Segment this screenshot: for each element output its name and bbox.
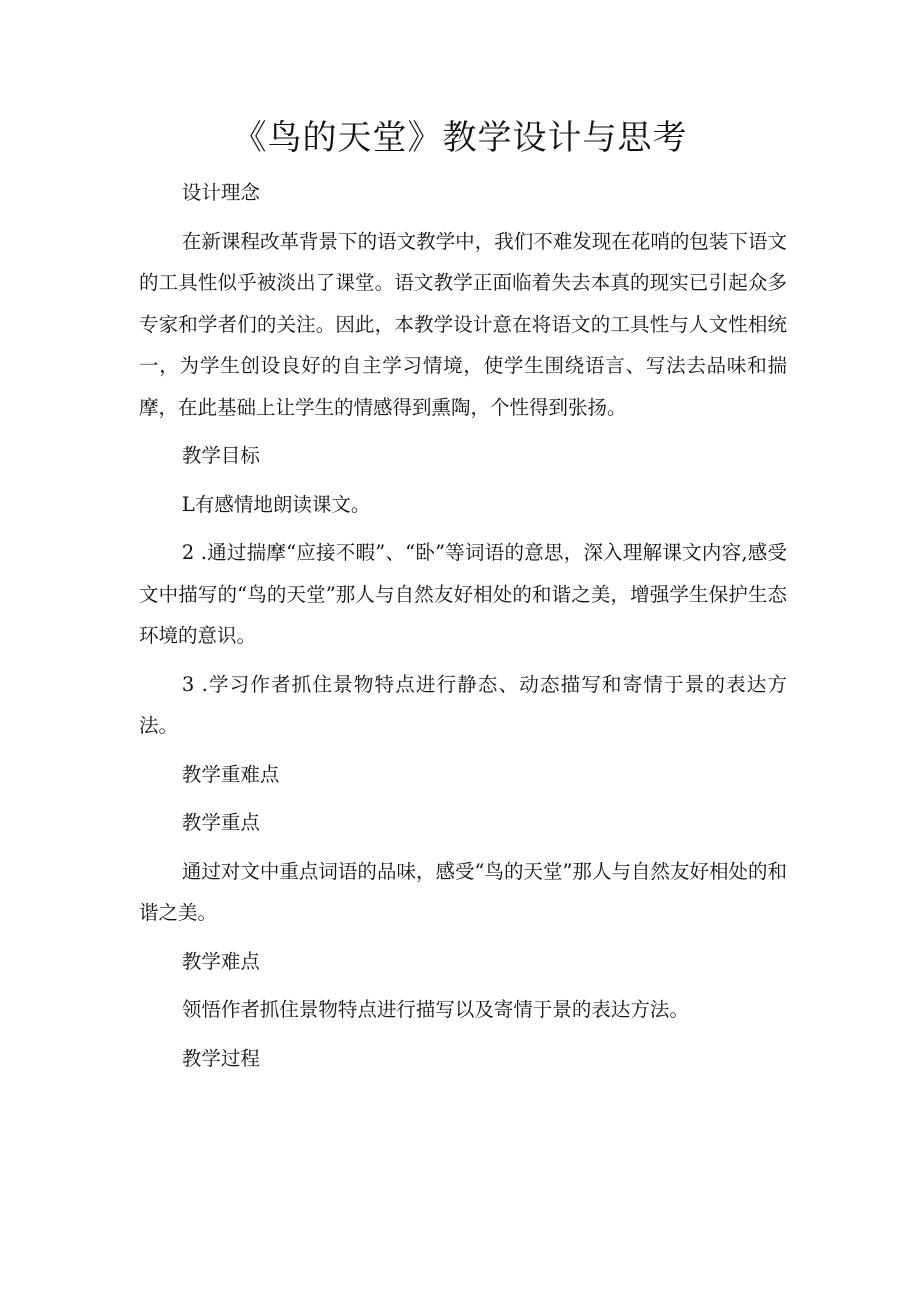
document-title: 《鸟的天堂》教学设计与思考 xyxy=(232,118,688,158)
section-heading-teaching-process: 教学过程 xyxy=(181,1046,260,1070)
section-heading-design-concept: 设计理念 xyxy=(181,181,260,204)
goal-item-3: 3 .学习作者抓住景物特点进行静态、动态描写和寄情于景的表达方法。 xyxy=(139,672,787,737)
paragraph-key-point: 通过对文中重点词语的品味，感受“鸟的天堂”那人与自然友好相处的和谐之美。 xyxy=(139,859,787,924)
paragraph-design-concept: 在新课程改革背景下的语文教学中，我们不难发现在花哨的包装下语文的工具性似乎被淡出了课堂。语文教学正面临着失去本真的现实已引起众多专家和学者们的关注。因此，本教学设计意在将语文的工具性与人文性相统一，为学生创设良好的自主学习情境，使学生围绕语言、写法去品味和揣摩，在此基础上让学生的情感得到熏陶，个性得到张扬。 xyxy=(139,229,787,419)
section-heading-teaching-goals: 教学目标 xyxy=(181,444,260,467)
document-body xyxy=(139,172,787,1086)
subheading-key-point: 教学重点 xyxy=(181,811,260,834)
subheading-difficult-point: 教学难点 xyxy=(181,949,260,973)
paragraph-difficult-point: 领悟作者抓住景物特点进行描写以及寄情于景的表达方法。 xyxy=(181,998,689,1021)
goal-item-2: 2 .通过揣摩“应接不暇”、“卧”等词语的意思，深入理解课文内容,感受文中描写的“鸟的天堂”那人与自然友好相处的和谐之美，增强学生保护生态环境的意识。 xyxy=(139,541,787,647)
section-heading-key-difficult-points: 教学重难点 xyxy=(181,762,280,786)
goal-item-1: L有感情地朗读课文。 xyxy=(181,492,371,516)
